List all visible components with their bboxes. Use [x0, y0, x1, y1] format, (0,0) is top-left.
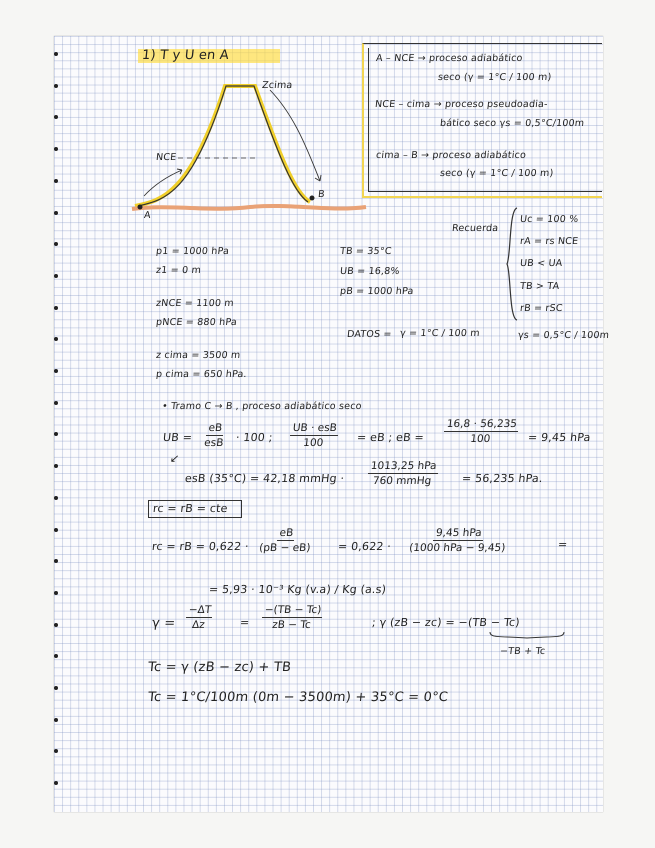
- binding-hole: [54, 242, 58, 246]
- given-znce: zNCE = 1100 m: [155, 298, 235, 309]
- eq5-frac-2: [261, 604, 324, 631]
- process-2-line-1: NCE – cima → proceso pseudoadia-: [374, 99, 549, 110]
- mountain-diagram: [130, 76, 370, 221]
- binding-hole: [54, 496, 58, 500]
- eq1-frac-3-den: 100: [469, 433, 491, 445]
- eq5-underbrace: [488, 630, 566, 642]
- process-3-line-1: cima – B → proceso adiabático: [375, 150, 527, 161]
- eq1-times: · 100 ;: [235, 431, 274, 444]
- remember-item-5: rB = rSC: [519, 303, 564, 314]
- datos-label: DATOS =: [346, 329, 393, 340]
- given-pcima: p cima = 650 hPa.: [155, 369, 248, 380]
- peak-label: Zcima: [261, 80, 294, 91]
- given-z1: z1 = 0 m: [155, 265, 202, 276]
- lcl-label: NCE: [155, 152, 177, 163]
- eq2-result: = 56,235 hPa.: [461, 472, 544, 485]
- binding-hole: [54, 686, 58, 690]
- eq1-mid: = eB ; eB =: [356, 431, 425, 444]
- eq1-frac-1-den: esB: [203, 437, 224, 449]
- binding-hole: [54, 147, 58, 151]
- eq3-mid: = 0,622 ·: [337, 540, 392, 553]
- given-pb: pB = 1000 hPa: [339, 286, 415, 297]
- process-3-line-2: seco (γ = 1°C / 100 m): [439, 168, 554, 179]
- eq1-frac-1-num: eB: [206, 422, 225, 436]
- binding-hole: [54, 337, 58, 341]
- eq1-frac-3: [443, 418, 520, 445]
- eq5-frac-1-num: −ΔT: [186, 604, 214, 618]
- eq5-frac-2-den: zB − Tc: [271, 619, 312, 631]
- eq3-frac-2: [407, 527, 510, 554]
- given-ub: UB = 16,8%: [339, 266, 401, 277]
- eq4: = 5,93 · 10⁻³ Kg (v.a) / Kg (a.s): [208, 583, 387, 596]
- given-zcima: z cima = 3500 m: [155, 350, 241, 361]
- binding-hole: [54, 211, 58, 215]
- page-title: 1) T y U en A: [141, 48, 230, 63]
- eq1-frac-2-den: 100: [302, 437, 324, 449]
- binding-hole: [54, 401, 58, 405]
- remember-brace: [505, 206, 519, 322]
- datos-gamma-s: γs = 0,5°C / 100m: [517, 330, 610, 341]
- point-b-label: B: [317, 189, 326, 200]
- eq2-frac-num: 1013,25 hPa: [368, 460, 439, 474]
- binding-hole: [54, 749, 58, 753]
- process-2-line-2: bático seco γs = 0,5°C/100m: [439, 118, 585, 129]
- eq3-frac-2-num: 9,45 hPa: [433, 527, 484, 541]
- eq3-frac-1: [257, 527, 315, 554]
- eq7: Tc = 1°C/100m (0m − 3500m) + 35°C = 0°C: [147, 690, 449, 705]
- given-tb: TB = 35°C: [339, 246, 393, 257]
- section-heading: • Tramo C → B , proceso adiabático seco: [161, 401, 363, 412]
- eq5-frac-2-num: −(TB − Tc): [262, 604, 324, 618]
- binding-hole: [54, 781, 58, 785]
- remember-item-3: UB < UA: [519, 258, 563, 269]
- binding-hole: [54, 528, 58, 532]
- eq3-frac-2-den: (1000 hPa − 9,45): [408, 542, 506, 554]
- eq1-frac-3-num: 16,8 · 56,235: [444, 418, 520, 432]
- eq1-frac-2-num: UB · esB: [290, 422, 340, 436]
- eq5-eq: =: [239, 616, 251, 629]
- eq5-under: −TB + Tc: [499, 646, 546, 657]
- binding-hole: [54, 274, 58, 278]
- binding-holes: [54, 40, 60, 808]
- eq2-frac-den: 760 mmHg: [372, 475, 432, 487]
- remember-item-1: Uc = 100 %: [519, 214, 579, 225]
- binding-hole: [54, 179, 58, 183]
- remember-label: Recuerda: [451, 223, 499, 234]
- eq1-result: = 9,45 hPa: [527, 431, 592, 444]
- binding-hole: [54, 115, 58, 119]
- eq1-lhs: UB =: [162, 431, 193, 444]
- binding-hole: [54, 718, 58, 722]
- eq3-lhs: rc = rB = 0,622 ·: [151, 540, 250, 553]
- binding-hole: [54, 623, 58, 627]
- eq3-tail: =: [557, 538, 569, 551]
- binding-hole: [54, 369, 58, 373]
- binding-hole: [54, 84, 58, 88]
- eq1-frac-1: [202, 422, 228, 449]
- eq5-lhs: γ =: [151, 616, 177, 631]
- eq3-frac-1-num: eB: [277, 527, 296, 541]
- given-pnce: pNCE = 880 hPa: [155, 317, 238, 328]
- eq3-frac-1-den: (pB − eB): [258, 542, 312, 554]
- binding-hole: [54, 432, 58, 436]
- eq2-lhs: esB (35°C) = 42,18 mmHg ·: [184, 472, 345, 485]
- given-p1: p1 = 1000 hPa: [155, 246, 230, 257]
- remember-item-4: TB > TA: [519, 281, 560, 292]
- binding-hole: [54, 559, 58, 563]
- eq2-arrow: ↙: [169, 452, 181, 465]
- process-1-line-2: seco (γ = 1°C / 100 m): [437, 72, 552, 83]
- remember-item-2: rA = rs NCE: [519, 236, 579, 247]
- binding-hole: [54, 654, 58, 658]
- eq5-frac-1-den: Δz: [191, 619, 206, 631]
- process-1-line-1: A – NCE → proceso adiabático: [375, 53, 524, 64]
- eq1-frac-2: [289, 422, 340, 449]
- binding-hole: [54, 306, 58, 310]
- binding-hole: [54, 464, 58, 468]
- eq6: Tc = γ (zB − zc) + TB: [147, 660, 292, 675]
- binding-hole: [54, 52, 58, 56]
- binding-hole: [54, 591, 58, 595]
- boxed-constant: rc = rB = cte: [152, 502, 229, 515]
- point-a-label: A: [143, 210, 152, 221]
- eq5-rest: ; γ (zB − zc) = −(TB − Tc): [371, 616, 521, 629]
- datos-gamma: γ = 1°C / 100 m: [399, 328, 481, 339]
- eq2-frac: [367, 460, 440, 487]
- eq5-frac-1: [185, 604, 214, 631]
